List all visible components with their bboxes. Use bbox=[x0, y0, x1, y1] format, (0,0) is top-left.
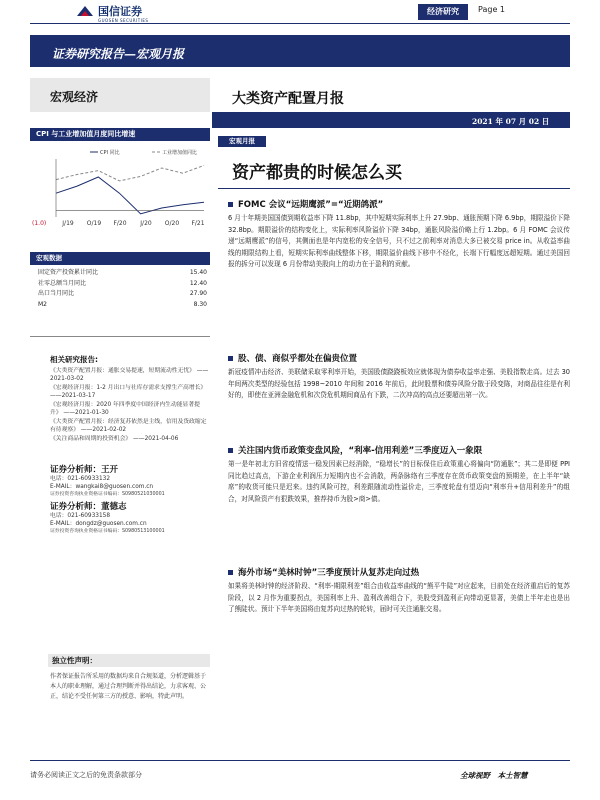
analyst-cert: 证券投资咨询执业资格证书编码：S0980513100001 bbox=[50, 529, 165, 534]
section-fomc bbox=[228, 198, 570, 271]
x-tick-label: O/20 bbox=[164, 220, 180, 227]
analyst-phone: 电话：021-60933158 bbox=[50, 513, 111, 519]
footer-slogan: 全球视野 本土智慧 bbox=[460, 771, 528, 780]
section-title bbox=[228, 198, 570, 210]
x-tick-label: J/19 bbox=[62, 220, 74, 227]
bullet-icon bbox=[228, 448, 233, 453]
chart-title: CPI 与工业增加值月度同比增速 bbox=[30, 128, 210, 141]
list-item[interactable]: 《大类资产配置月报：通胀交易提速，短期流动性无忧》 ——2021-03-02 bbox=[50, 368, 209, 382]
section-title bbox=[228, 352, 570, 364]
section-title bbox=[228, 444, 570, 456]
bullet-icon bbox=[228, 202, 233, 207]
section-assets bbox=[228, 352, 570, 402]
analyst-email[interactable]: E-MAIL：wangkai8@guosen.com.cn bbox=[50, 484, 154, 490]
footer-disclaimer[interactable]: 请务必阅读正文之后的免责条款部分 bbox=[30, 771, 142, 779]
section-title-text: FOMC 会议“远期鹰派”=“近期鸽派” bbox=[238, 200, 384, 210]
section-body: 6 月十年期美国国债到期收益率下降 11.8bp，其中短期实际利率上升 27.9bp、通胀预期下降 6.9bp，期限溢价下降 32.8bp。期限溢价的结构变化上，实际利率风险溢价下降 34bp，通胀风险溢价略上行 1.2bp。6 月 FOMC 会议传递“远期鹰派”的信号，其侧面也是年内宽松的安全信号，只不过之前利率对消息大多已被交易 price in。从收益率曲线的期限结构上看，短期实际利率曲线整体下移，期限溢价曲线下移中不经化，长端下行幅度远超短期。通过美国回报的拆分可以发现 6 月份带动美股向上的动力在于盈利的贡献。 bbox=[228, 214, 570, 268]
list-item[interactable]: 《大类资产配置月报：经济复苏依然是主线，信用及货政缩定有待观察》 ——2021-02-02 bbox=[50, 419, 207, 433]
row-value: 8.30 bbox=[193, 300, 207, 308]
section-title-text: 股、债、商似乎都处在偏贵位置 bbox=[238, 354, 358, 364]
table-row bbox=[30, 279, 210, 290]
x-tick-label: F/21 bbox=[191, 220, 205, 227]
headline-divider bbox=[218, 188, 570, 189]
row-value: 15.40 bbox=[189, 269, 207, 276]
analyst-name: 证券分析师：王开 bbox=[50, 465, 119, 475]
independence-body: 作者保证报告所采用的数据均来自合规渠道，分析逻辑基于本人的职业理解，通过合理判断并得出结论，力求客观、公正，结论不受任何第三方的授意、影响，特此声明。 bbox=[50, 673, 207, 700]
legend-label: CPI 同比 bbox=[100, 150, 120, 156]
series-line-0 bbox=[56, 177, 204, 214]
report-title: 大类资产配置月报 bbox=[232, 91, 344, 107]
header-divider bbox=[30, 23, 570, 24]
analyst-cert: 证券投资咨询执业资格证书编码：S0980521030001 bbox=[50, 492, 165, 497]
guosen-logo-icon bbox=[76, 4, 94, 18]
report-date: 2021 年 07 月 02 日 bbox=[472, 117, 550, 126]
macro-data-table bbox=[30, 268, 210, 310]
section-body: 第一是年初北方旧省疫情送一稳发因素已经消除，“稳增长”的目标保住后政策重心将偏向“防通胀”；其二是即便 PPI 同比趋过高点，下游企业利润压力短期内也不会消散，两条脉络有三季度存在货币政策变盘的预期差，在上半年“缺席”的收货可能只是迟来。违约风险可控，利差跟随流动性溢价走，三季度轮盘有望迈向“利率升+信用利差升”的组合，对风险资产有狠跌效果，推荐持币为股>商>债。 bbox=[228, 460, 570, 503]
section-body: 新冠疫情冲击经济、美联储采取零利率开始，美国股债跷跷板效应就体现为债券收益率走强、美股指数走高。过去 30 年间两次类型的经验包括 1998~2010 年间和 2016 年前后，此时股票和债券风险分散于段变陈，对商品往往是有利好的，即使在亚洲金融危机和次贷危机期间商品有下跌，二次冲高的高点还要超出第一次。 bbox=[228, 368, 570, 399]
related-reports-title: 相关研究报告: bbox=[50, 355, 98, 364]
row-label: M2 bbox=[38, 300, 47, 308]
section-title-text: 关注国内货币政策变盘风险，“利率-信用利差”三季度迈入一象限 bbox=[238, 446, 483, 456]
x-tick-label: F/20 bbox=[113, 220, 127, 227]
table-row bbox=[30, 289, 210, 300]
header-category: 经济研究 bbox=[418, 4, 468, 20]
analyst-phone: 电话：021-60933132 bbox=[50, 476, 111, 482]
section-title-text: 海外市场“美林时钟”三季度预计从复苏走向过热 bbox=[238, 568, 420, 578]
table-row bbox=[30, 300, 210, 311]
section-overseas bbox=[228, 566, 570, 616]
section-monetary bbox=[228, 444, 570, 505]
page-number: Page 1 bbox=[478, 5, 505, 14]
legend-label: 工业增加值同比 bbox=[162, 150, 198, 156]
banner-text: 证券研究报告—宏观月报 bbox=[52, 47, 185, 61]
list-item[interactable]: 《关注商品和周期的投资机会》 ——2021-04-06 bbox=[50, 436, 179, 442]
x-tick-label: J/20 bbox=[140, 220, 152, 227]
section-tab-text: 宏观经济 bbox=[50, 90, 99, 104]
list-item[interactable]: 《宏观经济月报：2020 年四季度中国经济内生动能显著提升》 ——2021-01-30 bbox=[50, 402, 200, 416]
analyst-block-1 bbox=[50, 463, 210, 498]
y-tick-label: (1.0) bbox=[32, 220, 47, 227]
analyst-block-2 bbox=[50, 500, 210, 535]
table-row bbox=[30, 268, 210, 279]
cpi-chart-svg bbox=[30, 143, 210, 235]
independence-title: 独立性声明： bbox=[48, 654, 210, 667]
logo-text: 国信证券 bbox=[98, 4, 142, 18]
x-tick-label: O/19 bbox=[86, 220, 102, 227]
row-value: 27.90 bbox=[189, 290, 207, 297]
related-reports-list bbox=[50, 367, 210, 444]
analyst-email[interactable]: E-MAIL：dongdz@guosen.com.cn bbox=[50, 521, 147, 527]
row-label: 出口当月同比 bbox=[38, 290, 75, 297]
logo-subtitle: GUOSEN SECURITIES bbox=[98, 18, 149, 23]
row-label: 固定资产投资累计同比 bbox=[38, 269, 99, 276]
section-body: 如果将美林时钟的经济阶段、“利率-期限利差”组合由收益率曲线的“熊平牛陡”对应起来，目前处在经济重启后的复苏阶段，以 2 月作为重要拐点，美国利率上升、盈利改善组合下，美股受到盈利正向带动更显著，美债上半年走也是出了熊陡状。预计下半年美国将由复苏向过热的轮转，届时可关注通胀交易。 bbox=[228, 582, 570, 613]
report-type-tag: 宏观月报 bbox=[218, 136, 266, 147]
list-item[interactable]: 《宏观经济月报：1-2 月出口与社库存需求支撑生产高增长》 ——2021-03-17 bbox=[50, 385, 207, 399]
bullet-icon bbox=[228, 356, 233, 361]
section-title bbox=[228, 566, 570, 578]
bullet-icon bbox=[228, 570, 233, 575]
row-value: 12.40 bbox=[189, 279, 207, 287]
table-divider bbox=[30, 336, 210, 337]
main-headline: 资产都贵的时候怎么买 bbox=[232, 163, 402, 183]
row-label: 社零总额当月同比 bbox=[38, 279, 87, 287]
series-line-1 bbox=[56, 165, 204, 181]
footer-divider bbox=[30, 760, 570, 761]
cpi-chart bbox=[30, 143, 210, 235]
analyst-name: 证券分析师：董德志 bbox=[50, 502, 127, 512]
macro-data-title: 宏观数据 bbox=[30, 252, 210, 265]
